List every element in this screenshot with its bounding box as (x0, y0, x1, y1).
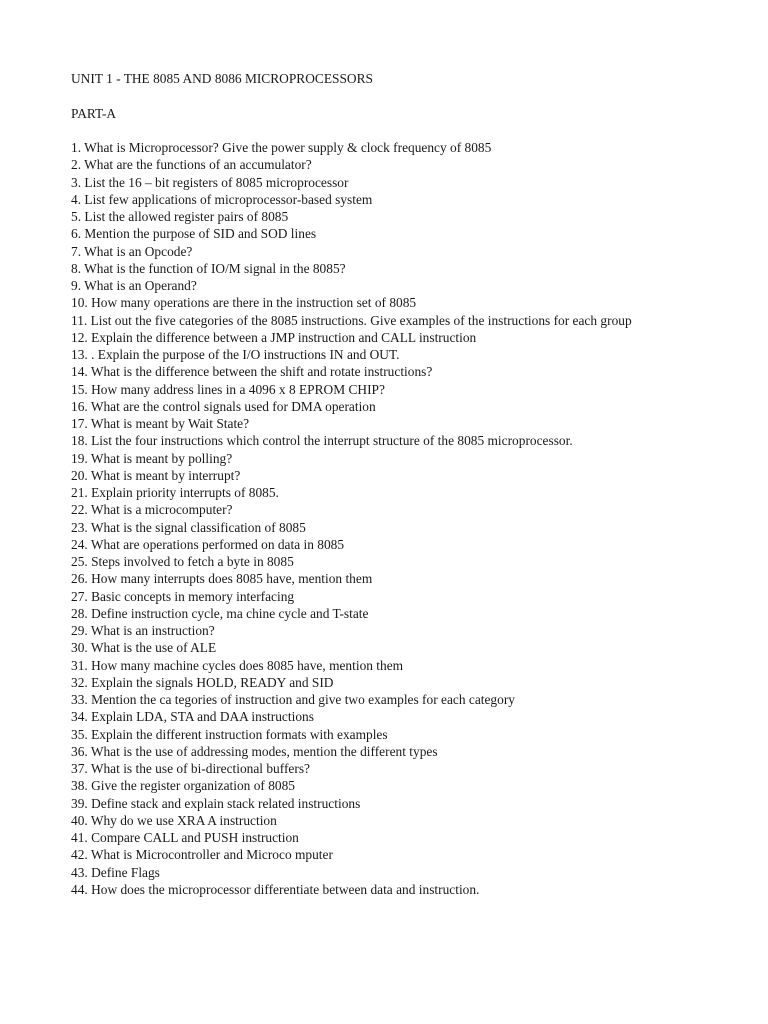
question-item: 33. Mention the ca tegories of instruction and give two examples for each category (71, 692, 515, 707)
question-item: 37. What is the use of bi-directional buffers? (71, 761, 310, 776)
question-item: 21. Explain priority interrupts of 8085. (71, 485, 279, 500)
question-item: 30. What is the use of ALE (71, 640, 217, 656)
question-item: 20. What is meant by interrupt? (71, 467, 241, 483)
question-item: 2. What are the functions of an accumulator? (71, 157, 312, 173)
question-item: 40. Why do we use XRA A instruction (71, 812, 277, 828)
question-item: 13. . Explain the purpose of the I/O instructions IN and OUT. (71, 347, 400, 362)
question-item: 3. List the 16 – bit registers of 8085 microprocessor (71, 174, 349, 190)
unit-title: UNIT 1 - THE 8085 AND 8086 MICROPROCESSORS (71, 71, 373, 86)
question-item: 10. How many operations are there in the instruction set of 8085 (71, 295, 417, 311)
question-item: 32. Explain the signals HOLD, READY and SID (71, 674, 334, 690)
question-item: 38. Give the register organization of 8085 (71, 778, 295, 794)
question-item: 22. What is a microcomputer? (71, 502, 233, 518)
question-item: 8. What is the function of IO/M signal in the 8085? (71, 260, 346, 276)
question-item: 42. What is Microcontroller and Microco mputer (71, 847, 333, 863)
question-item: 27. Basic concepts in memory interfacing (71, 588, 295, 604)
question-item: 6. Mention the purpose of SID and SOD lines (71, 226, 317, 242)
part-heading: PART-A (71, 105, 117, 121)
question-item: 35. Explain the different instruction formats with examples (71, 726, 388, 742)
question-item: 15. How many address lines in a 4096 x 8 EPROM CHIP? (71, 381, 385, 397)
question-item: 29. What is an instruction? (71, 623, 215, 638)
question-item: 17. What is meant by Wait State? (71, 416, 250, 431)
question-item: 34. Explain LDA, STA and DAA instructions (71, 709, 314, 725)
question-item: 7. What is an Opcode? (71, 243, 193, 259)
question-item: 31. How many machine cycles does 8085 have, mention them (71, 657, 404, 673)
question-item: 43. Define Flags (71, 864, 160, 880)
question-item: 25. Steps involved to fetch a byte in 8085 (71, 554, 294, 569)
question-item: 44. How does the microprocessor differentiate between data and instruction. (71, 881, 480, 897)
question-item: 19. What is meant by polling? (71, 450, 233, 466)
question-item: 12. Explain the difference between a JMP instruction and CALL instruction (71, 329, 477, 345)
question-item: 28. Define instruction cycle, ma chine cycle and T-state (71, 605, 369, 621)
question-item: 26. How many interrupts does 8085 have, mention them (71, 571, 373, 587)
question-list (71, 139, 671, 898)
question-item: 24. What are operations performed on data in 8085 (71, 536, 345, 552)
question-item: 4. List few applications of microprocessor-based system (71, 191, 373, 207)
question-item: 16. What are the control signals used for DMA operation (71, 398, 376, 414)
question-item: 18. List the four instructions which control the interrupt structure of the 8085 microprocessor. (71, 433, 573, 449)
question-item: 39. Define stack and explain stack related instructions (71, 795, 361, 811)
document-content (71, 70, 671, 898)
question-item: 5. List the allowed register pairs of 8085 (71, 209, 289, 224)
question-item: 11. List out the five categories of the 8085 instructions. Give examples of the instructions for each group (71, 312, 632, 328)
question-item: 1. What is Microprocessor? Give the power supply & clock frequency of 8085 (71, 140, 492, 155)
question-item: 14. What is the difference between the shift and rotate instructions? (71, 364, 433, 380)
question-item: 36. What is the use of addressing modes, mention the different types (71, 743, 438, 759)
question-item: 23. What is the signal classification of 8085 (71, 519, 306, 535)
question-item: 41. Compare CALL and PUSH instruction (71, 830, 299, 845)
question-item: 9. What is an Operand? (71, 278, 197, 293)
